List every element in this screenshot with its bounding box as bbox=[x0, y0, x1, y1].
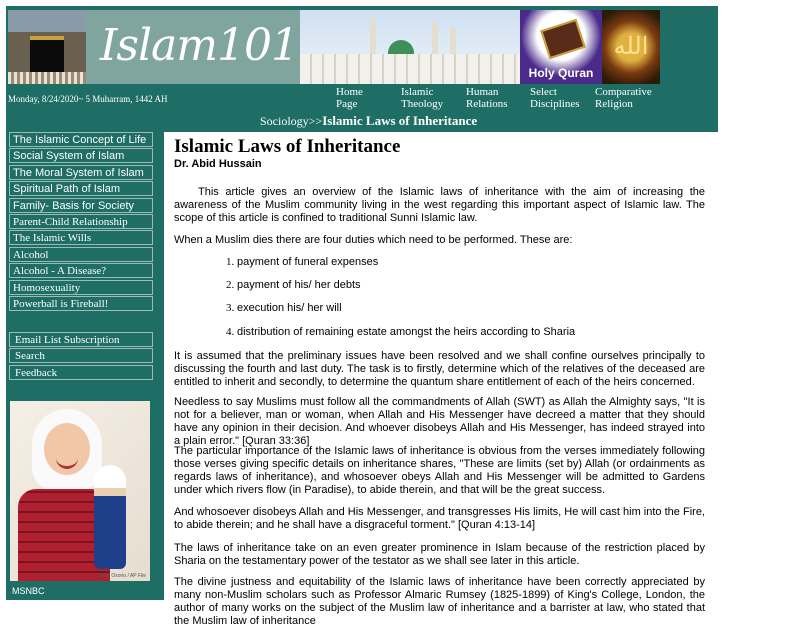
nav-human-relations[interactable]: Human Relations bbox=[466, 86, 508, 110]
search-link[interactable]: Search bbox=[9, 348, 153, 363]
sidebar-item-islamic-wills[interactable]: The Islamic Wills bbox=[9, 230, 153, 245]
duty-list-item: 3. execution his/ her will bbox=[226, 302, 342, 314]
paragraph: The laws of inheritance take on an even greater prominence in Islam because of the restriction placed by Sharia on the testamentary power of the testator as we shall see later in this article. bbox=[174, 542, 705, 567]
paragraph: The particular importance of the Islamic laws of inheritance is obvious from the verses immediately following those verses giving specific details on inheritance shares, "These are limits (set by) Allah (or ordainments as regards laws of inheritance), and whosoever obeys Allah and His Messenger will be admitted to Gardens under which rivers flow (in Paradise), to abide therein, and that will be the great success. bbox=[174, 445, 705, 496]
sidebar-item-alcohol-disease[interactable]: Alcohol - A Disease? bbox=[9, 263, 153, 278]
sidebar-item-social-system[interactable]: Social System of Islam bbox=[9, 148, 153, 163]
paragraph: The divine justness and equitability of the Islamic laws of inheritance have been correctly appreciated by many non-Muslim scholars such as Professor Almaric Rumsey (1825-1899) of King's College, London, the author of many works on the subject of the Muslim law of inheritance and a barrister at law, who stated that the Muslim law of inheritance bbox=[174, 576, 705, 627]
sidebar-item-moral-system[interactable]: The Moral System of Islam bbox=[9, 165, 153, 180]
sidebar-item-powerball[interactable]: Powerball is Fireball! bbox=[9, 296, 153, 311]
article bbox=[164, 132, 719, 627]
logo-text: Islam101 bbox=[100, 20, 298, 71]
book-icon bbox=[540, 19, 585, 59]
sidebar-links bbox=[9, 332, 153, 381]
mosque-image bbox=[300, 10, 520, 84]
paragraph: This article gives an overview of the Islamic laws of inheritance with the aim of increasing the awareness of the Muslim community living in the west regarding this important aspect of Islamic law. The scope of this article is confined to traditional Sunni Islamic law. bbox=[174, 186, 705, 224]
breadcrumb-current: Islamic Laws of Inheritance bbox=[322, 113, 478, 128]
article-author: Dr. Abid Hussain bbox=[174, 158, 262, 170]
calligraphy-text: الله bbox=[613, 34, 649, 60]
breadcrumb-parent[interactable]: Sociology>> bbox=[260, 114, 323, 128]
sidebar-item-parent-child[interactable]: Parent-Child Relationship bbox=[9, 214, 153, 229]
breadcrumb bbox=[260, 113, 477, 129]
nav-select-disciplines[interactable]: Select Disciplines bbox=[530, 86, 580, 110]
sidebar-item-alcohol[interactable]: Alcohol bbox=[9, 247, 153, 262]
duty-list-item: 1. payment of funeral expenses bbox=[226, 256, 379, 268]
source-label[interactable]: MSNBC bbox=[12, 586, 45, 596]
paragraph: It is assumed that the preliminary issues have been resolved and we shall confine ourselves principally to discussing the fourth and last duty. The task is to firstly, determine which of the relatives of the deceased are entitled to inherit and secondly, to determine the quantum share entitlement of each of the heirs concerned. bbox=[174, 350, 705, 388]
nav-home[interactable]: Home Page bbox=[336, 86, 363, 110]
paragraph: When a Muslim dies there are four duties which need to be performed. These are: bbox=[174, 234, 573, 246]
kaaba-image bbox=[8, 10, 86, 84]
email-subscription-link[interactable]: Email List Subscription bbox=[9, 332, 153, 347]
duty-list-item: 2. payment of his/ her debts bbox=[226, 279, 361, 291]
site-logo[interactable] bbox=[86, 10, 300, 84]
news-photo[interactable] bbox=[10, 401, 150, 581]
sidebar-item-spiritual-path[interactable]: Spiritual Path of Islam bbox=[9, 181, 153, 196]
sidebar-menu bbox=[9, 132, 153, 312]
sidebar-item-islamic-concept[interactable]: The Islamic Concept of Life bbox=[9, 132, 153, 147]
sidebar-item-family[interactable]: Family- Basis for Society bbox=[9, 198, 153, 213]
quran-caption: Holy Quran bbox=[528, 66, 594, 80]
photo-credit: Carlos Osorio / AP File bbox=[95, 573, 146, 579]
nav-islamic-theology[interactable]: Islamic Theology bbox=[401, 86, 444, 110]
sidebar-item-homosexuality[interactable]: Homosexuality bbox=[9, 280, 153, 295]
paragraph: Needless to say Muslims must follow all the commandments of Allah (SWT) as Allah the Almighty says, "It is not for a believer, man or woman, when Allah and His Messenger have decreed a matter that they should have any opinion in their decision. And whoever disobeys Allah and His Messenger, has indeed strayed into a plain error." [Quran 33:36] bbox=[174, 396, 705, 447]
date-line: Monday, 8/24/2020~ 5 Muharram, 1442 AH bbox=[8, 94, 168, 104]
site-header bbox=[6, 6, 718, 84]
duty-list-item: 4. distribution of remaining estate amongst the heirs according to Sharia bbox=[226, 326, 576, 338]
paragraph: And whosoever disobeys Allah and His Messenger, and transgresses His limits, He will cast him into the Fire, to abide therein; and he shall have a disgraceful torment." [Quran 4:13-14] bbox=[174, 506, 705, 531]
nav-comparative-religion[interactable]: Comparative Religion bbox=[595, 86, 652, 110]
feedback-link[interactable]: Feedback bbox=[9, 365, 153, 380]
calligraphy-image bbox=[602, 10, 660, 84]
article-title: Islamic Laws of Inheritance bbox=[174, 136, 401, 157]
holy-quran-image[interactable] bbox=[520, 10, 602, 84]
page-frame bbox=[6, 6, 718, 627]
